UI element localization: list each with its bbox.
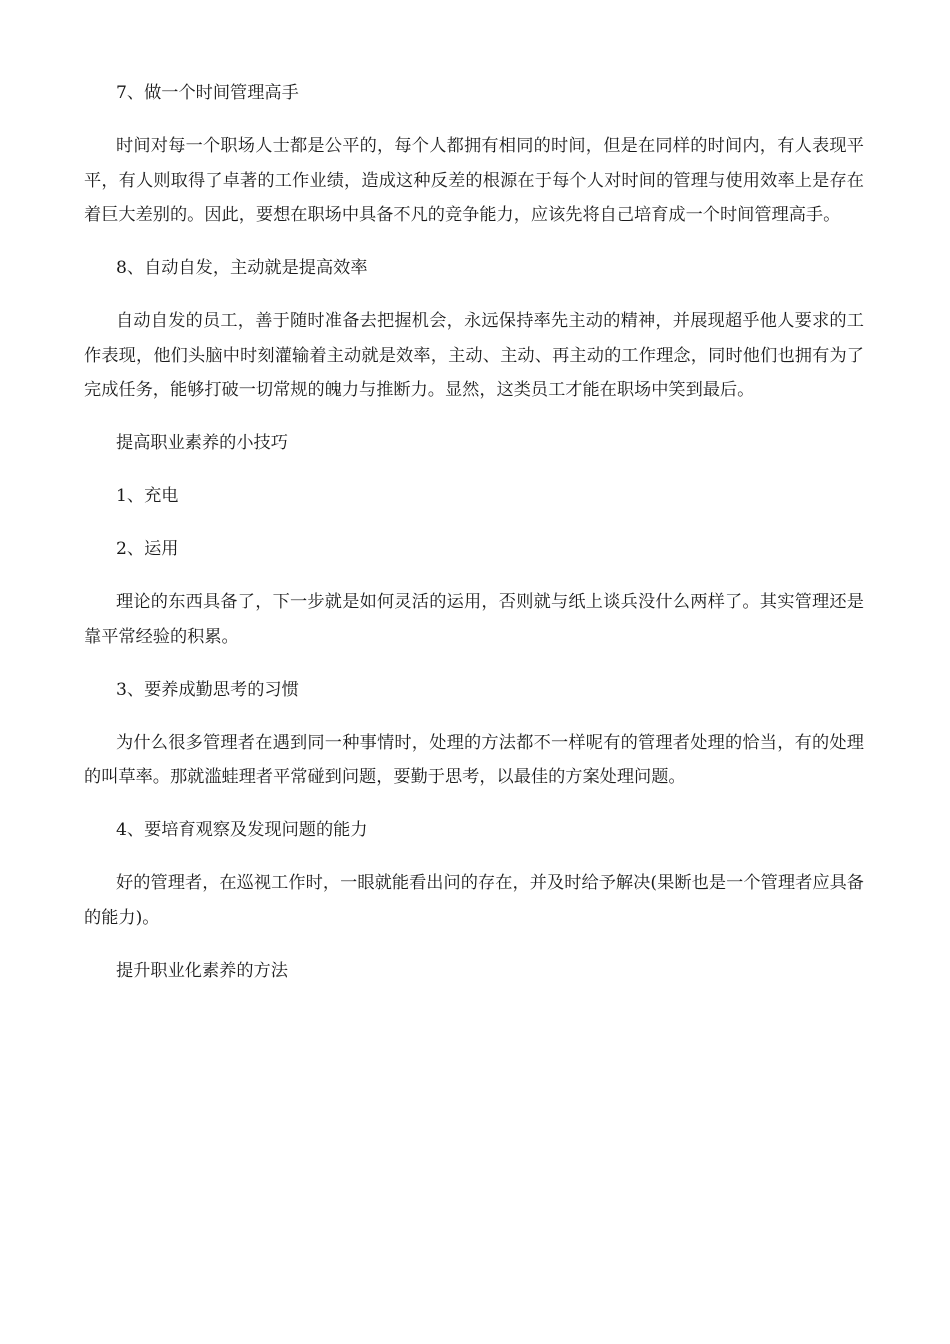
section-heading-time-management: 7、做一个时间管理高手 — [116, 83, 299, 103]
paragraph-apply: 理论的东西具备了，下一步就是如何灵活的运用，否则就与纸上谈兵没什么两样了。其实管理还是靠平常经验的积累。 — [84, 592, 864, 647]
document-page — [84, 76, 864, 1007]
tip-heading-observation: 4、要培育观察及发现问题的能力 — [116, 820, 368, 840]
paragraph-thinking: 为什么很多管理者在遇到同一种事情时，处理的方法都不一样呢有的管理者处理的恰当，有的处理的叫草率。那就滥蛙理者平常碰到问题，要勤于思考，以最佳的方案处理问题。 — [84, 732, 864, 787]
tip-heading-apply: 2、运用 — [116, 539, 179, 559]
paragraph-time-management: 时间对每一个职场人士都是公平的，每个人都拥有相同的时间，但是在同样的时间内，有人表现平平，有人则取得了卓著的工作业绩，造成这种反差的根源在于每个人对时间的管理与使用效率上是存在着巨大差别的。因此，要想在职场中具备不凡的竞争能力，应该先将自己培育成一个时间管理高手。 — [84, 136, 864, 225]
section-heading-methods: 提升职业化素养的方法 — [116, 960, 288, 981]
section-heading-tips: 提高职业素养的小技巧 — [116, 433, 288, 453]
paragraph-initiative: 自动自发的员工，善于随时准备去把握机会，永远保持率先主动的精神，并展现超乎他人要求的工作表现，他们头脑中时刻灌输着主动就是效率，主动、主动、再主动的工作理念，同时他们也拥有为了完成任务，能够打破一切常规的魄力与推断力。显然，这类员工才能在职场中笑到最后。 — [84, 311, 864, 400]
tip-heading-thinking: 3、要养成勤思考的习惯 — [116, 679, 299, 700]
section-heading-initiative: 8、自动自发，主动就是提高效率 — [116, 258, 368, 278]
paragraph-observation: 好的管理者，在巡视工作时，一眼就能看出问的存在，并及时给予解决(果断也是一个管理者应具备的能力)。 — [84, 873, 864, 928]
tip-heading-recharge: 1、充电 — [116, 486, 179, 506]
